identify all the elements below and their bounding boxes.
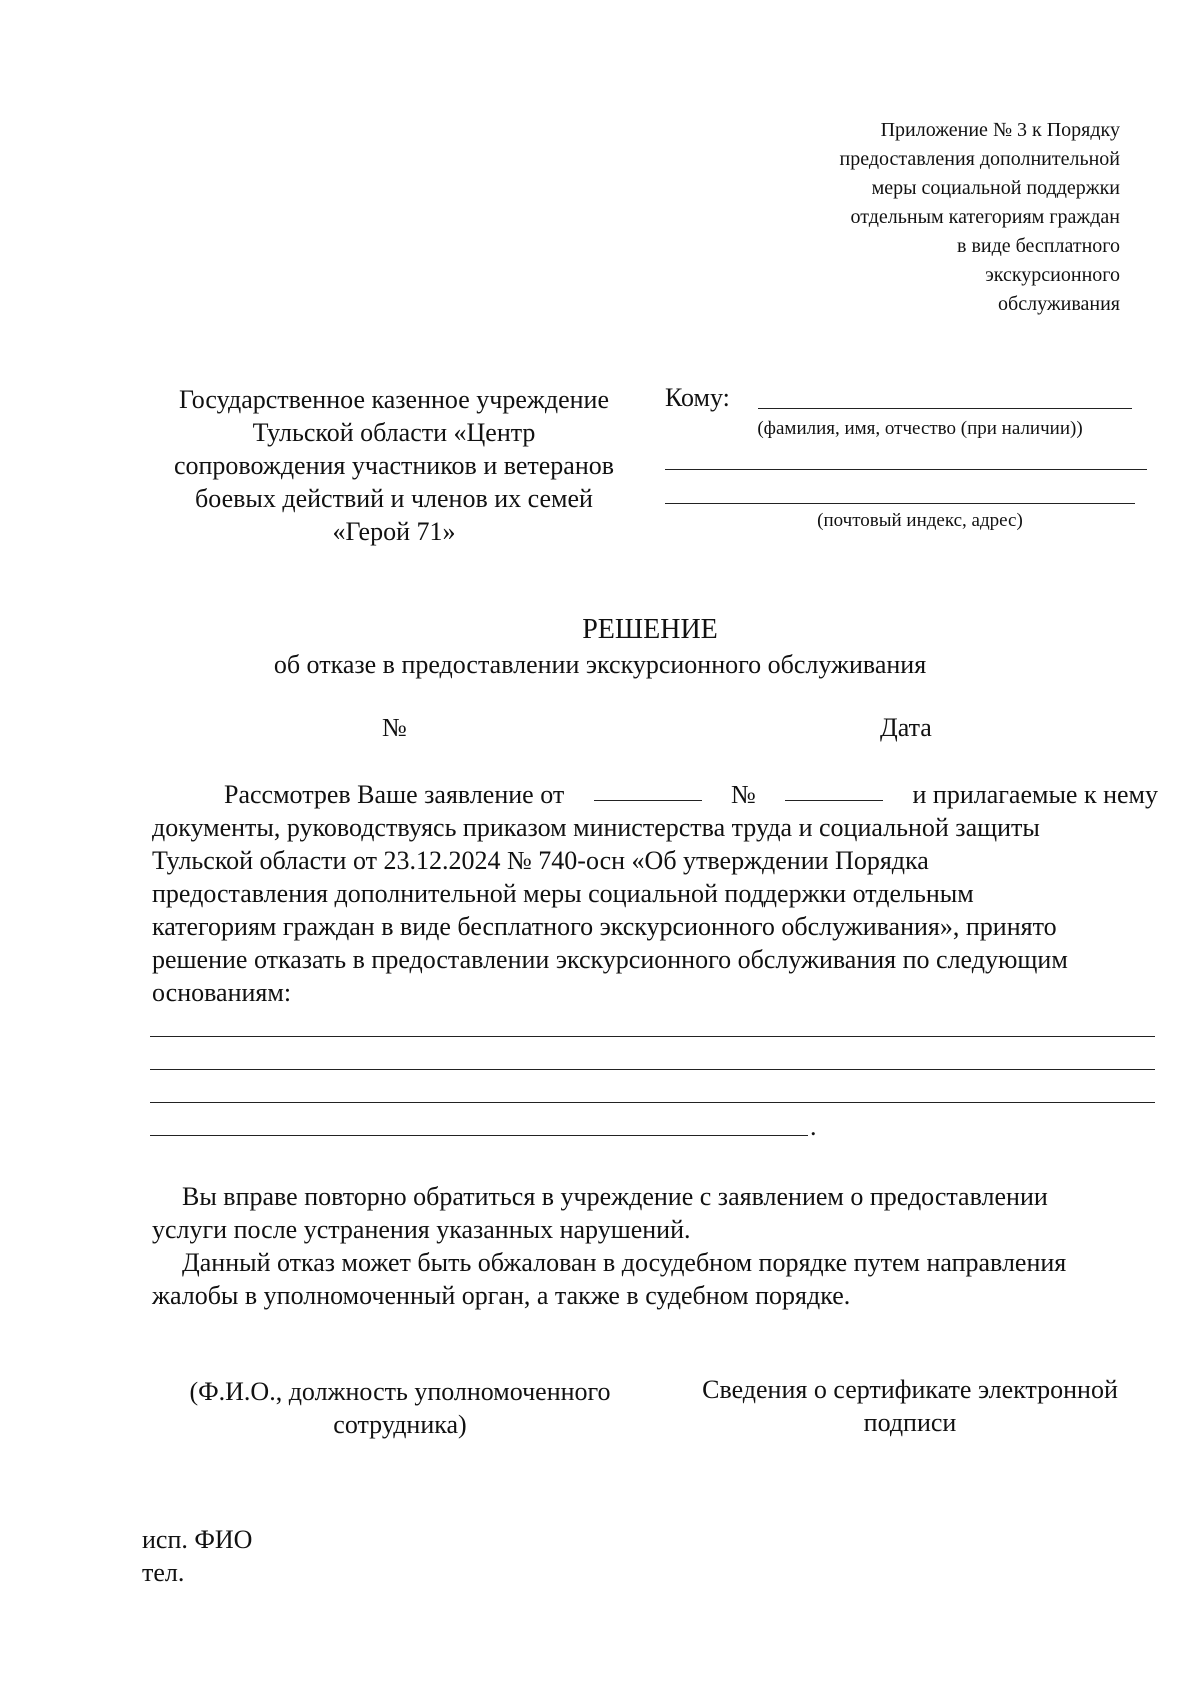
body-line-end: и прилагаемые к нему [912,780,1158,809]
reasons-end-period: . [810,1112,817,1141]
appendix-line: отдельным категориям граждан [850,206,1120,228]
official-signature-block [160,1375,640,1441]
body-line [152,844,1158,877]
notice-line-text: Вы вправе повторно обратиться в учреждение с заявлением о предоставлении [182,1182,1048,1211]
notice-line [152,1180,1158,1213]
notice-line [152,1246,1158,1279]
body-line-start: Рассмотрев Ваше заявление от [224,780,565,809]
organization-line: сопровождения участников и ветеранов [173,451,615,480]
recipient-name-field[interactable] [758,408,1132,409]
certificate-info-line: Сведения о сертификате электронной [702,1375,1118,1404]
certificate-info-line: подписи [863,1408,957,1437]
executor-phone-label: тел. [142,1558,185,1587]
reason-line-4[interactable] [150,1135,808,1136]
decision-body [152,778,1158,1009]
recipient-name-caption: (фамилия, имя, отчество (при наличии)) [757,418,1083,439]
application-number-field[interactable] [785,778,883,801]
body-line-text: документы, руководствуясь приказом министерства труда и социальной защиты [152,813,1040,842]
official-signature-line: (Ф.И.О., должность уполномоченного [189,1377,611,1406]
executor-name-label: исп. ФИО [142,1525,253,1554]
document-number-label: № [382,713,407,742]
appendix-line: меры социальной поддержки [871,177,1120,199]
reason-line-2[interactable] [150,1069,1155,1070]
body-line [152,910,1158,943]
body-line [152,877,1158,910]
organization-line: боевых действий и членов их семей [195,484,593,513]
body-line-text: основаниям: [152,978,292,1007]
recipient-address-caption: (почтовый индекс, адрес) [817,510,1023,531]
application-date-field[interactable] [594,778,702,801]
body-line-text: категориям граждан в виде бесплатного экскурсионного обслуживания», принято [152,912,1057,941]
recipient-address-line-2[interactable] [665,503,1135,504]
certificate-info-block [670,1373,1150,1439]
reason-line-3[interactable] [150,1102,1155,1103]
notice-block [152,1180,1158,1312]
body-line [152,811,1158,844]
recipient-address-line-1[interactable] [665,469,1147,470]
notice-line [152,1213,1158,1246]
body-line [152,943,1158,976]
body-line-text: предоставления дополнительной меры социальной поддержки отдельным [152,879,974,908]
body-line [152,976,1158,1009]
body-line-text: решение отказать в предоставлении экскурсионного обслуживания по следующим [152,945,1068,974]
organization-line: Государственное казенное учреждение [179,385,609,414]
notice-line-text: Данный отказ может быть обжалован в досудебном порядке путем направления [182,1248,1067,1277]
notice-line-text: жалобы в уполномоченный орган, а также в судебном порядке. [152,1281,851,1310]
appendix-line: предоставления дополнительной [839,148,1120,170]
organization-block [150,383,638,548]
reason-line-1[interactable] [150,1036,1155,1037]
body-line-text: Тульской области от 23.12.2024 № 740-осн «Об утверждении Порядка [152,846,929,875]
body-line [152,778,1158,811]
notice-line [152,1279,1158,1312]
notice-line-text: услуги после устранения указанных нарушений. [152,1215,691,1244]
appendix-header [700,116,1120,319]
appendix-line: в виде бесплатного [957,235,1120,257]
appendix-line: Приложение № 3 к Порядку [880,119,1120,141]
document-subtitle: об отказе в предоставлении экскурсионного обслуживания [273,650,927,679]
official-signature-line: сотрудника) [333,1410,467,1439]
appendix-line: экскурсионного [985,264,1120,286]
appendix-line: обслуживания [998,293,1120,315]
organization-line: Тульской области «Центр [252,418,536,447]
body-number-sign: № [730,780,756,809]
document-title: РЕШЕНИЕ [582,614,718,645]
organization-line: «Герой 71» [332,517,456,546]
document-date-label: Дата [880,713,932,742]
recipient-label: Кому: [665,383,730,412]
